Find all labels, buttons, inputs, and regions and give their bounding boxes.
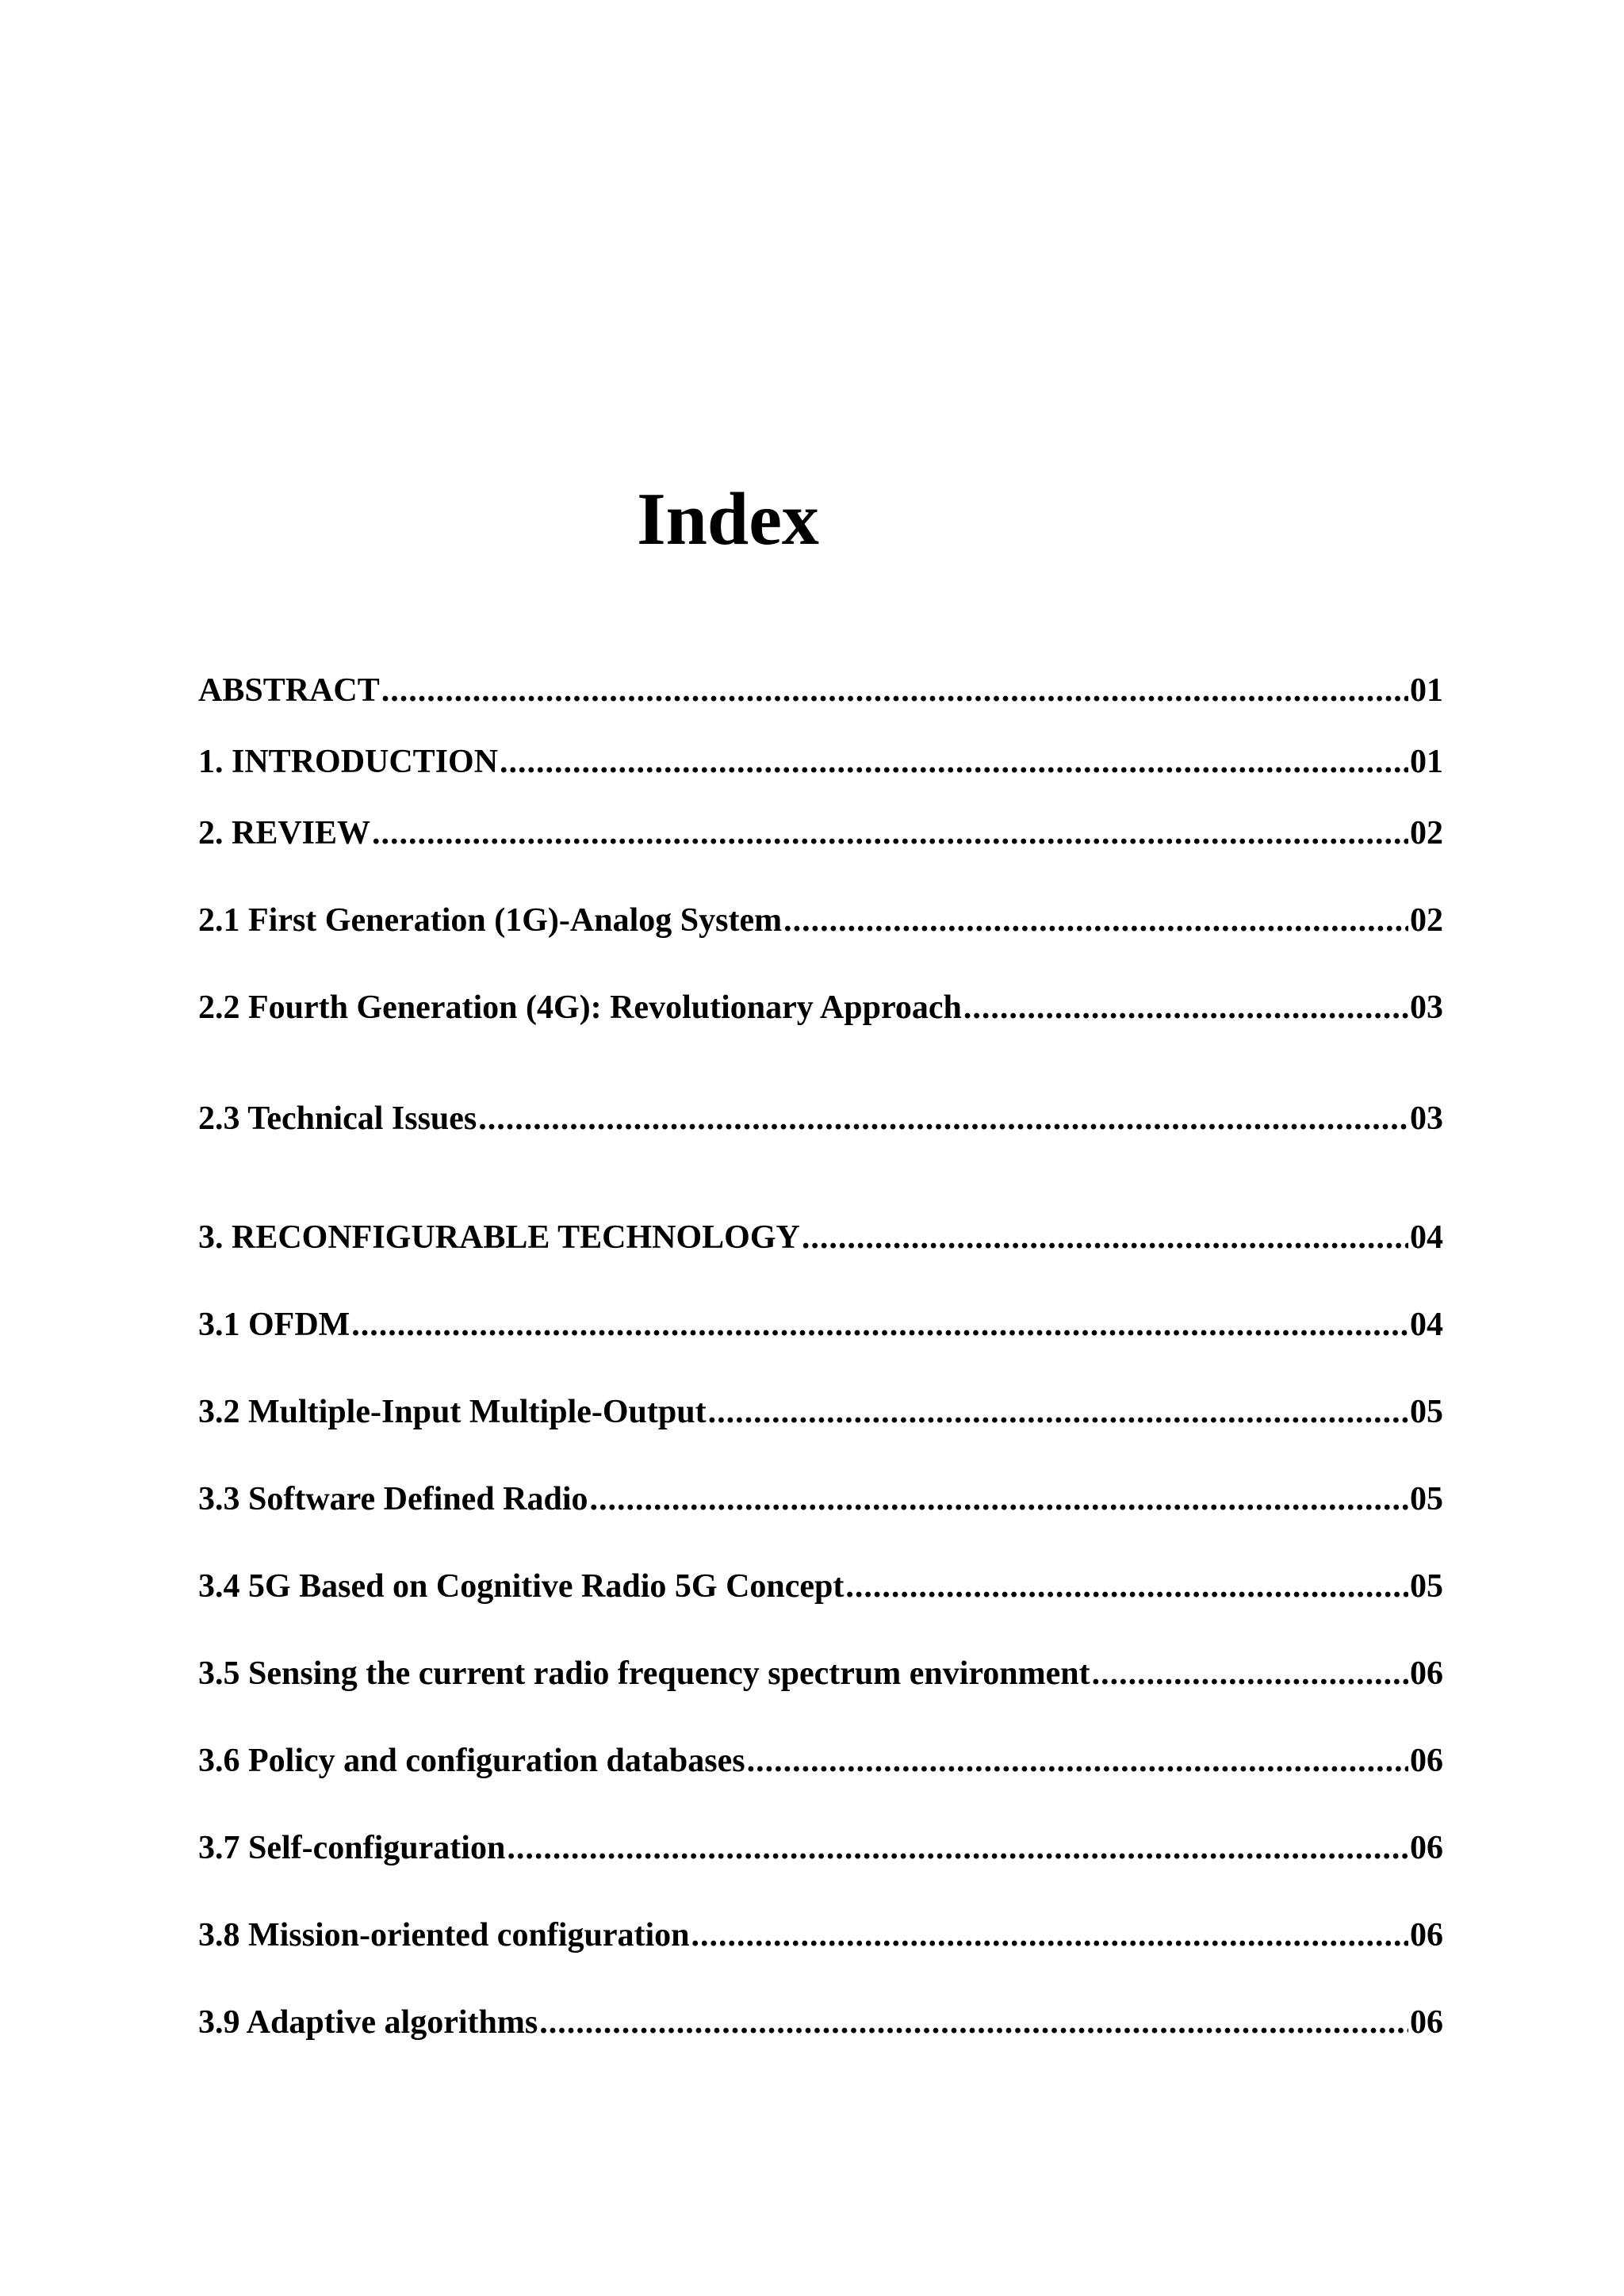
toc-entry-mission-oriented[interactable] xyxy=(198,1913,1443,1957)
dot-leader xyxy=(691,1913,1408,1957)
toc-entry-fourth-generation[interactable] xyxy=(198,985,1443,1030)
toc-entry-review[interactable] xyxy=(198,811,1443,855)
toc-entry-page-number: 04 xyxy=(1410,1307,1443,1343)
toc-entry-page-number: 02 xyxy=(1410,902,1443,939)
toc-entry-label: 3.3 Software Defined Radio xyxy=(198,1481,588,1517)
dot-leader xyxy=(1092,1651,1408,1696)
toc-entry-label: 2.2 Fourth Generation (4G): Revolutionary Approach xyxy=(198,989,962,1026)
toc-entry-label: 3.7 Self-configuration xyxy=(198,1830,506,1866)
dot-leader xyxy=(747,1739,1408,1783)
toc-entry-adaptive-algorithms[interactable] xyxy=(198,2000,1443,2045)
toc-entry-label: 3.8 Mission-oriented configuration xyxy=(198,1917,690,1954)
dot-leader xyxy=(963,985,1408,1030)
toc-entry-page-number: 06 xyxy=(1410,1743,1443,1779)
toc-entry-page-number: 05 xyxy=(1410,1568,1443,1605)
toc-entry-label: 3.4 5G Based on Cognitive Radio 5G Concept xyxy=(198,1568,845,1605)
toc-entry-page-number: 06 xyxy=(1410,2004,1443,2041)
toc-entry-label: 3.2 Multiple-Input Multiple-Output xyxy=(198,1394,707,1430)
dot-leader xyxy=(507,1826,1408,1870)
toc-entry-label: 2. REVIEW xyxy=(198,815,371,851)
toc-entry-page-number: 04 xyxy=(1410,1219,1443,1256)
toc-entry-reconfigurable-technology[interactable] xyxy=(198,1215,1443,1260)
page-title: Index xyxy=(637,478,819,561)
toc-entry-introduction[interactable] xyxy=(198,740,1443,784)
dot-leader xyxy=(351,1303,1408,1347)
toc-entry-label: ABSTRACT xyxy=(198,672,380,709)
toc-entry-page-number: 05 xyxy=(1410,1481,1443,1517)
toc-entry-page-number: 01 xyxy=(1410,672,1443,709)
toc-entry-page-number: 06 xyxy=(1410,1655,1443,1692)
toc-entry-first-generation[interactable] xyxy=(198,898,1443,943)
toc-entry-page-number: 03 xyxy=(1410,989,1443,1026)
toc-entry-label: 3.1 OFDM xyxy=(198,1307,350,1343)
dot-leader xyxy=(500,740,1408,784)
dot-leader xyxy=(845,1564,1408,1609)
toc-entry-policy-databases[interactable] xyxy=(198,1739,1443,1783)
dot-leader xyxy=(539,2000,1408,2045)
toc-entry-mimo[interactable] xyxy=(198,1390,1443,1434)
toc-entry-sensing-spectrum[interactable] xyxy=(198,1651,1443,1696)
toc-entry-software-defined-radio[interactable] xyxy=(198,1477,1443,1521)
dot-leader xyxy=(590,1477,1408,1521)
toc-entry-label: 3.9 Adaptive algorithms xyxy=(198,2004,538,2041)
toc-entry-label: 3.6 Policy and configuration databases xyxy=(198,1743,745,1779)
toc-entry-technical-issues[interactable] xyxy=(198,1096,1443,1141)
toc-entry-label: 3. RECONFIGURABLE TECHNOLOGY xyxy=(198,1219,800,1256)
dot-leader xyxy=(372,811,1408,855)
toc-entry-self-configuration[interactable] xyxy=(198,1826,1443,1870)
toc-entry-page-number: 01 xyxy=(1410,744,1443,780)
toc-entry-label: 2.3 Technical Issues xyxy=(198,1100,477,1137)
toc-entry-page-number: 06 xyxy=(1410,1917,1443,1954)
dot-leader xyxy=(708,1390,1408,1434)
toc-entry-page-number: 05 xyxy=(1410,1394,1443,1430)
toc-entry-page-number: 03 xyxy=(1410,1100,1443,1137)
toc-entry-page-number: 06 xyxy=(1410,1830,1443,1866)
toc-entry-page-number: 02 xyxy=(1410,815,1443,851)
toc-entry-label: 1. INTRODUCTION xyxy=(198,744,499,780)
toc-entry-label: 3.5 Sensing the current radio frequency spectrum environment xyxy=(198,1655,1090,1692)
dot-leader xyxy=(802,1215,1408,1260)
dot-leader xyxy=(783,898,1408,943)
toc-entry-label: 2.1 First Generation (1G)-Analog System xyxy=(198,902,783,939)
dot-leader xyxy=(478,1096,1408,1141)
toc-entry-abstract[interactable] xyxy=(198,668,1443,713)
toc-entry-cognitive-radio[interactable] xyxy=(198,1564,1443,1609)
dot-leader xyxy=(381,668,1408,713)
toc-entry-ofdm[interactable] xyxy=(198,1303,1443,1347)
